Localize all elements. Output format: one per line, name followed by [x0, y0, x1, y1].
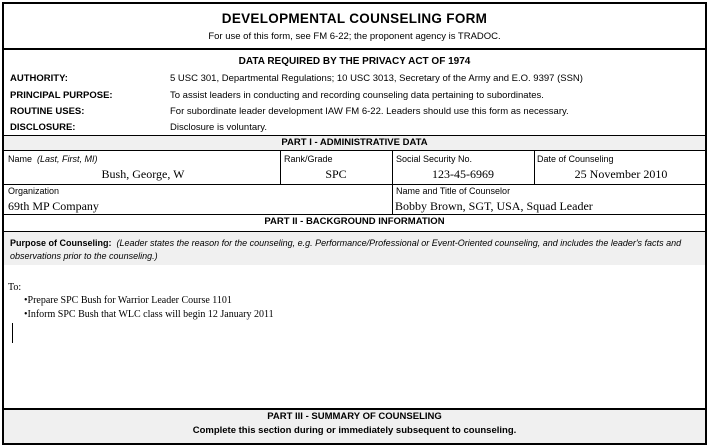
counselor-label: Name and Title of Counselor — [396, 186, 511, 196]
text-cursor — [12, 323, 13, 343]
principal-purpose-label: PRINCIPAL PURPOSE: — [10, 90, 113, 101]
privacy-heading: DATA REQUIRED BY THE PRIVACY ACT OF 1974 — [238, 56, 471, 67]
divider — [4, 214, 705, 215]
purpose-text-area[interactable] — [4, 265, 705, 408]
authority-text: 5 USC 301, Departmental Regulations; 10 USC 3013, Secretary of the Army and E.O. 9397 (SSN) — [170, 73, 583, 84]
counseling-form — [2, 2, 707, 445]
rank-label: Rank/Grade — [284, 154, 333, 164]
bullet-item: •Inform SPC Bush that WLC class will begin 12 January 2011 — [24, 309, 274, 320]
ssn-label: Social Security No. — [396, 154, 473, 164]
name-field-hint: (Last, First, MI) — [37, 154, 98, 164]
ssn-value[interactable]: 123-45-6969 — [432, 167, 494, 181]
date-value[interactable]: 25 November 2010 — [574, 167, 668, 181]
cell-divider — [534, 150, 535, 184]
cell-divider — [280, 150, 281, 184]
form-subtitle: For use of this form, see FM 6-22; the proponent agency is TRADOC. — [208, 31, 501, 42]
part3-instruction: Complete this section during or immediately subsequent to counseling. — [192, 425, 517, 436]
purpose-label: Purpose of Counseling: — [10, 238, 112, 248]
part3-heading: PART III - SUMMARY OF COUNSELING — [267, 411, 442, 422]
purpose-instructions — [10, 237, 700, 263]
to-line: To: — [8, 282, 22, 293]
divider — [4, 184, 705, 185]
name-field-label: Name (Last, First, MI) — [8, 154, 98, 164]
date-label: Date of Counseling — [537, 154, 614, 164]
organization-value[interactable]: 69th MP Company — [8, 199, 99, 213]
bullet-item: •Prepare SPC Bush for Warrior Leader Course 1101 — [24, 295, 232, 306]
form-title: DEVELOPMENTAL COUNSELING FORM — [221, 11, 488, 26]
routine-uses-text: For subordinate leader development IAW FM 6-22. Leaders should use this form as necessary. — [170, 106, 569, 117]
cell-divider — [392, 150, 393, 214]
name-value[interactable]: Bush, George, W — [101, 167, 185, 181]
part1-heading: PART I - ADMINISTRATIVE DATA — [4, 136, 705, 150]
organization-label: Organization — [8, 186, 60, 196]
routine-uses-label: ROUTINE USES: — [10, 106, 85, 117]
disclosure-label: DISCLOSURE: — [10, 122, 76, 133]
disclosure-text: Disclosure is voluntary. — [170, 122, 267, 133]
rank-value[interactable]: SPC — [325, 167, 347, 181]
authority-label: AUTHORITY: — [10, 73, 68, 84]
counselor-value[interactable]: Bobby Brown, SGT, USA, Squad Leader — [395, 199, 593, 213]
part2-heading: PART II - BACKGROUND INFORMATION — [264, 216, 445, 227]
divider — [4, 150, 705, 151]
divider — [4, 48, 705, 50]
principal-purpose-text: To assist leaders in conducting and recording counseling data pertaining to subordinates. — [170, 90, 544, 101]
purpose-hint: (Leader states the reason for the counseling, e.g. Performance/Professional or Event-Oriented counseling, and includes the leader's facts and observations prior to the counseling.) — [10, 238, 682, 261]
